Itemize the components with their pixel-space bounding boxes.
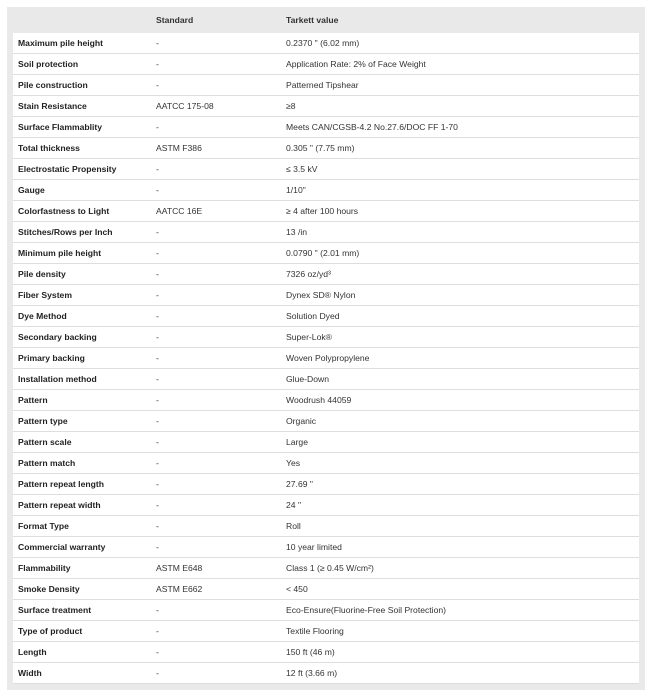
property-name: Soil protection: [18, 59, 79, 69]
property-name: Commercial warranty: [18, 542, 106, 552]
property-name: Minimum pile height: [18, 248, 102, 258]
tarkett-value: 0.0790 " (2.01 mm): [286, 248, 360, 258]
property-name: Pattern scale: [18, 437, 72, 447]
table-row: [13, 537, 639, 558]
header-tarkett-value: Tarkett value: [286, 15, 339, 25]
tarkett-value: Meets CAN/CGSB-4.2 No.27.6/DOC FF 1-70: [286, 122, 458, 132]
tarkett-value: Woven Polypropylene: [286, 353, 370, 363]
table-row: [13, 117, 639, 138]
tarkett-value: 12 ft (3.66 m): [286, 668, 338, 678]
table-row: [13, 411, 639, 432]
table-row: [13, 663, 639, 684]
table-row: [13, 327, 639, 348]
standard-value: -: [156, 668, 159, 678]
tarkett-value: < 450: [286, 584, 308, 594]
property-name: Primary backing: [18, 353, 85, 363]
table-row: [13, 180, 639, 201]
table-row: [13, 222, 639, 243]
tarkett-value: Application Rate: 2% of Face Weight: [286, 59, 426, 69]
tarkett-value: Yes: [286, 458, 301, 468]
standard-value: -: [156, 437, 159, 447]
table-row: [13, 495, 639, 516]
property-name: Surface treatment: [18, 605, 92, 615]
property-name: Pattern repeat width: [18, 500, 101, 510]
property-name: Pattern match: [18, 458, 76, 468]
tarkett-value: ≥ 4 after 100 hours: [286, 206, 359, 216]
standard-value: -: [156, 500, 159, 510]
tarkett-value: Glue-Down: [286, 374, 329, 384]
standard-value: ASTM E662: [156, 584, 203, 594]
table-row: [13, 264, 639, 285]
standard-value: -: [156, 80, 159, 90]
standard-value: -: [156, 185, 159, 195]
property-name: Surface Flammablity: [18, 122, 103, 132]
table-row: [13, 390, 639, 411]
table-row: [13, 96, 639, 117]
property-name: Pattern: [18, 395, 48, 405]
property-name: Installation method: [18, 374, 97, 384]
property-name: Pile density: [18, 269, 66, 279]
tarkett-value: Woodrush 44059: [286, 395, 352, 405]
property-name: Electrostatic Propensity: [18, 164, 117, 174]
tarkett-value: 24 ": [286, 500, 301, 510]
standard-value: AATCC 175-08: [156, 101, 214, 111]
standard-value: -: [156, 122, 159, 132]
standard-value: -: [156, 269, 159, 279]
table-row: [13, 348, 639, 369]
standard-value: ASTM F386: [156, 143, 202, 153]
tarkett-value: Textile Flooring: [286, 626, 344, 636]
property-name: Pattern type: [18, 416, 68, 426]
property-name: Type of product: [18, 626, 83, 636]
table-row: [13, 474, 639, 495]
tarkett-value: ≤ 3.5 kV: [286, 164, 318, 174]
property-name: Maximum pile height: [18, 38, 103, 48]
tarkett-value: 27.69 ": [286, 479, 313, 489]
standard-value: -: [156, 332, 159, 342]
standard-value: -: [156, 647, 159, 657]
table-row: [13, 369, 639, 390]
standard-value: -: [156, 458, 159, 468]
property-name: Gauge: [18, 185, 45, 195]
tarkett-value: Organic: [286, 416, 317, 426]
table-row: [13, 33, 639, 54]
table-row: [13, 432, 639, 453]
standard-value: -: [156, 164, 159, 174]
standard-value: -: [156, 521, 159, 531]
standard-value: -: [156, 59, 159, 69]
table-row: [13, 600, 639, 621]
table-row: [13, 138, 639, 159]
standard-value: -: [156, 227, 159, 237]
property-name: Width: [18, 668, 42, 678]
property-name: Pattern repeat length: [18, 479, 104, 489]
property-name: Colorfastness to Light: [18, 206, 110, 216]
table-row: [13, 558, 639, 579]
table-row: [13, 306, 639, 327]
table-row: [13, 159, 639, 180]
table-row: [13, 75, 639, 96]
property-name: Total thickness: [18, 143, 80, 153]
standard-value: -: [156, 38, 159, 48]
standard-value: -: [156, 248, 159, 258]
tarkett-value: 1/10": [286, 185, 306, 195]
tarkett-value: Solution Dyed: [286, 311, 340, 321]
table-row: [13, 516, 639, 537]
table-header: [13, 7, 639, 33]
standard-value: -: [156, 626, 159, 636]
standard-value: -: [156, 290, 159, 300]
standard-value: -: [156, 311, 159, 321]
property-name: Stain Resistance: [18, 101, 87, 111]
standard-value: -: [156, 479, 159, 489]
tarkett-value: 0.305 " (7.75 mm): [286, 143, 355, 153]
property-name: Flammability: [18, 563, 71, 573]
table-row: [13, 579, 639, 600]
property-name: Pile construction: [18, 80, 88, 90]
table-row: [13, 642, 639, 663]
table-row: [13, 201, 639, 222]
standard-value: -: [156, 353, 159, 363]
tarkett-value: 150 ft (46 m): [286, 647, 335, 657]
table-row: [13, 243, 639, 264]
tarkett-value: Large: [286, 437, 308, 447]
tarkett-value: 7326 oz/yd³: [286, 269, 331, 279]
tarkett-value: 0.2370 " (6.02 mm): [286, 38, 360, 48]
property-name: Stitches/Rows per Inch: [18, 227, 113, 237]
header-standard: Standard: [156, 15, 194, 25]
table-row: [13, 453, 639, 474]
tarkett-value: ≥8: [286, 101, 296, 111]
standard-value: -: [156, 416, 159, 426]
property-name: Dye Method: [18, 311, 67, 321]
standard-value: -: [156, 395, 159, 405]
table-row: [13, 285, 639, 306]
standard-value: -: [156, 374, 159, 384]
spec-table: [7, 7, 645, 690]
standard-value: -: [156, 542, 159, 552]
standard-value: ASTM E648: [156, 563, 203, 573]
table-body: [13, 33, 639, 684]
property-name: Secondary backing: [18, 332, 97, 342]
table-row: [13, 621, 639, 642]
property-name: Fiber System: [18, 290, 72, 300]
tarkett-value: Super-Lok®: [286, 332, 332, 342]
standard-value: AATCC 16E: [156, 206, 203, 216]
standard-value: -: [156, 605, 159, 615]
tarkett-value: 13 /in: [286, 227, 308, 237]
tarkett-value: Dynex SD® Nylon: [286, 290, 356, 300]
property-name: Smoke Density: [18, 584, 80, 594]
tarkett-value: 10 year limited: [286, 542, 342, 552]
property-name: Format Type: [18, 521, 69, 531]
tarkett-value: Class 1 (≥ 0.45 W/cm²): [286, 563, 374, 573]
table-row: [13, 54, 639, 75]
property-name: Length: [18, 647, 47, 657]
tarkett-value: Eco-Ensure(Fluorine-Free Soil Protection): [286, 605, 446, 615]
tarkett-value: Patterned Tipshear: [286, 80, 359, 90]
tarkett-value: Roll: [286, 521, 301, 531]
